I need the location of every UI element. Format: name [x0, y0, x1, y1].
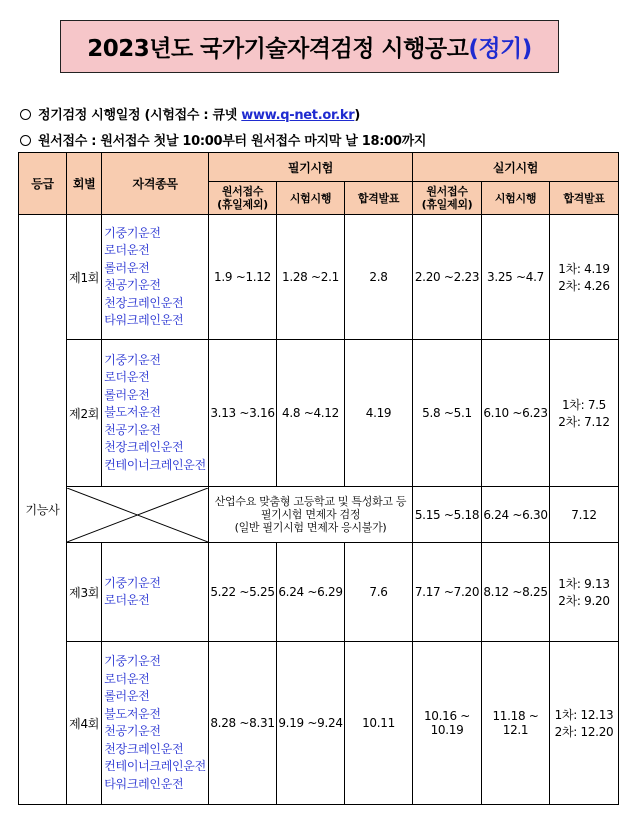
round-cell: 제1회: [67, 215, 102, 340]
written-exam: 9.19 ~9.24: [277, 642, 345, 805]
written-exam: 4.8 ~4.12: [277, 340, 345, 487]
practical-apply: 5.15 ~5.18: [413, 487, 482, 543]
header-round: 회별: [67, 153, 102, 215]
table-row-round-1: [19, 215, 619, 340]
table-row-round-2: [19, 340, 619, 487]
practical-result: 1차: 9.13 2차: 9.20: [550, 543, 619, 642]
table-row-special: [19, 487, 619, 543]
round-cell: 제4회: [67, 642, 102, 805]
title-accent: (정기): [468, 36, 532, 62]
info-text-suffix: ): [354, 108, 360, 123]
written-result: 10.11: [345, 642, 413, 805]
header-practical-result: 합격발표: [550, 182, 619, 215]
written-apply: 1.9 ~1.12: [209, 215, 277, 340]
practical-apply: 7.17 ~7.20: [413, 543, 482, 642]
written-result: 4.19: [345, 340, 413, 487]
cross-mark-icon: [67, 488, 208, 542]
practical-apply: 5.8 ~5.1: [413, 340, 482, 487]
practical-exam: 6.24 ~6.30: [482, 487, 550, 543]
header-written: 필기시험: [209, 153, 413, 182]
info-line-application: [20, 130, 426, 149]
header-written-result: 합격발표: [345, 182, 413, 215]
written-exam: 1.28 ~2.1: [277, 215, 345, 340]
header-grade: 등급: [19, 153, 67, 215]
written-apply: 3.13 ~3.16: [209, 340, 277, 487]
page-title: [60, 20, 559, 73]
header-practical-exam: 시험시행: [482, 182, 550, 215]
written-apply: 5.22 ~5.25: [209, 543, 277, 642]
written-exam: 6.24 ~6.29: [277, 543, 345, 642]
circle-bullet-icon: [20, 135, 31, 146]
info-text: 정기검정 시행일정 (시험접수 : 큐넷: [38, 108, 242, 123]
qualification-list: 기중기운전 로더운전 롤러운전 불도저운전 천공기운전 천장크레인운전 컨테이너크레인운전: [102, 340, 209, 487]
written-result: 2.8: [345, 215, 413, 340]
written-apply: 8.28 ~8.31: [209, 642, 277, 805]
info-text: 원서접수 : 원서접수 첫날 10:00부터 원서접수 마지막 날 18:00까지: [38, 134, 427, 149]
practical-result: 7.12: [550, 487, 619, 543]
info-line-schedule: [20, 104, 360, 123]
table-row-round-4: [19, 642, 619, 805]
practical-exam: 8.12 ~8.25: [482, 543, 550, 642]
schedule-table: [18, 152, 619, 805]
practical-apply: 2.20 ~2.23: [413, 215, 482, 340]
header-written-apply: 원서접수 (휴일제외): [209, 182, 277, 215]
round-cell: 제2회: [67, 340, 102, 487]
header-written-exam: 시험시행: [277, 182, 345, 215]
written-result: 7.6: [345, 543, 413, 642]
round-cell: 제3회: [67, 543, 102, 642]
qualification-list: 기중기운전 로더운전 롤러운전 불도저운전 천공기운전 천장크레인운전 컨테이너크레인운전 타워크레인운전: [102, 642, 209, 805]
table-row-round-3: [19, 543, 619, 642]
header-qualification: 자격종목: [102, 153, 209, 215]
practical-result: 1차: 4.19 2차: 4.26: [550, 215, 619, 340]
qualification-list: 기중기운전 로더운전: [102, 543, 209, 642]
exemption-note: 산업수요 맞춤형 고등학교 및 특성화고 등 필기시험 면제자 검정 (일반 필기시험 면제자 응시불가): [209, 487, 413, 543]
practical-exam: 11.18 ~ 12.1: [482, 642, 550, 805]
practical-apply: 10.16 ~ 10.19: [413, 642, 482, 805]
qnet-link[interactable]: www.q-net.or.kr: [241, 108, 355, 123]
grade-cell: 기능사: [19, 215, 67, 805]
title-main: 2023년도 국가기술자격검정 시행공고: [87, 36, 469, 62]
circle-bullet-icon: [20, 109, 31, 120]
header-row: [19, 153, 619, 182]
qualification-list: 기중기운전 로더운전 롤러운전 천공기운전 천장크레인운전 타워크레인운전: [102, 215, 209, 340]
header-practical: 실기시험: [413, 153, 619, 182]
practical-exam: 3.25 ~4.7: [482, 215, 550, 340]
practical-result: 1차: 12.13 2차: 12.20: [550, 642, 619, 805]
header-practical-apply: 원서접수 (휴일제외): [413, 182, 482, 215]
practical-result: 1차: 7.5 2차: 7.12: [550, 340, 619, 487]
crossed-out-cell: [67, 487, 209, 543]
practical-exam: 6.10 ~6.23: [482, 340, 550, 487]
